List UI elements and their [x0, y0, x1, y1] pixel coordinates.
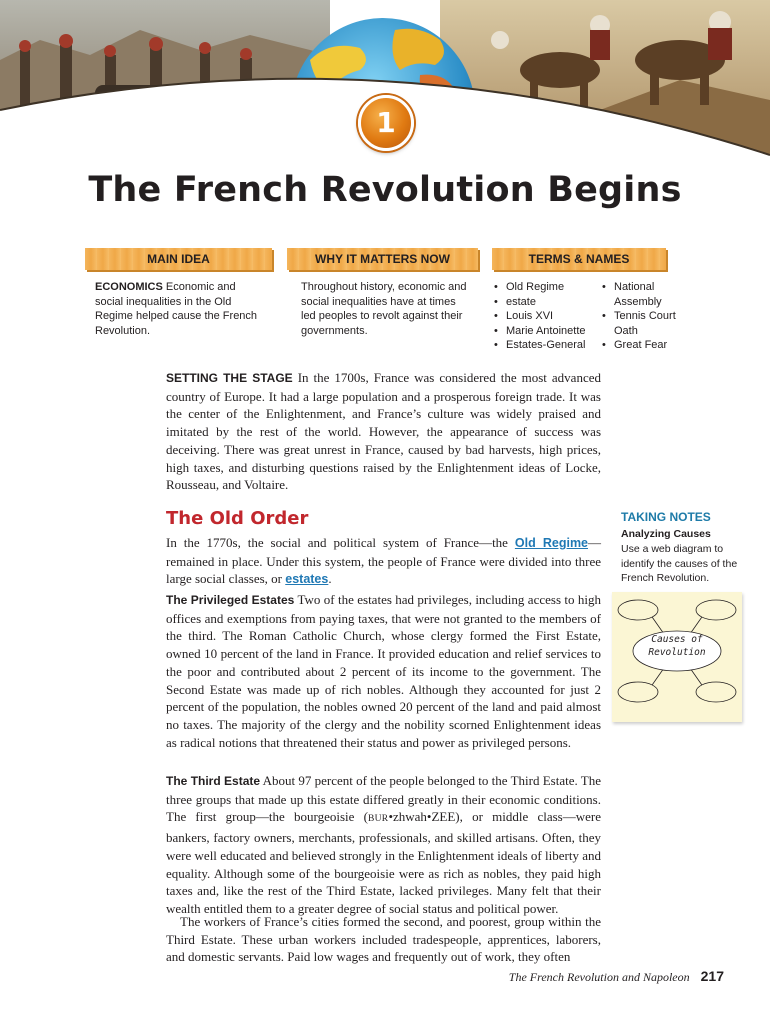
- terms-column-2: [600, 280, 690, 353]
- paragraph-text: Two of the estates had privileges, including access to high offices and exemptions from paying taxes, that were not granted to the members of the third. The Roman Catholic Church, whose clergy formed the First Estate, owned 10 percent of the land in France. It provided education and relief services to the poor and contributed about 2 percent of its income to the government. The Second Estate was made up of rich nobles. Although they accounted for just 2 percent of the population, the nobles owned 20 percent of the land and paid almost no taxes. The majority of the clergy and the nobility scorned Enlightenment ideas as radical notions that threatened their status and power as privileged persons.: [166, 592, 601, 750]
- terms-names-heading: TERMS & NAMES: [492, 248, 666, 270]
- footer-book-title: The French Revolution and Napoleon: [508, 970, 690, 984]
- term-item: • Tennis Court Oath: [600, 309, 690, 338]
- taking-notes-title: TAKING NOTES: [621, 510, 711, 524]
- diagram-center-label: [635, 633, 719, 659]
- term-item: • Great Fear: [600, 338, 690, 353]
- chapter-title: The French Revolution Begins: [88, 170, 682, 210]
- paragraph-text: About 97 percent of the people belonged to the Third Estate. The three groups that made up this estate differed greatly in their economic conditions. The first group—the bourgeoisie (: [166, 773, 601, 825]
- chapter-number-badge: 1: [358, 95, 414, 151]
- terms-column-1: [492, 280, 600, 353]
- taking-notes-subtitle: Analyzing Causes: [621, 528, 711, 540]
- setting-the-stage-paragraph: [166, 369, 601, 494]
- setting-the-stage-text: In the 1700s, France was considered the most advanced country of Europe. It had a large population and a prosperous foreign trade. It was the center of the Enlightenment, and France’s culture was widely praised and imitated by the rest of the world. However, the appearance of success was deceiving. There was great unrest in France, caused by bad harvests, high prices, high taxes, and disturbing questions raised by the Enlightenment ideas of Locke, Rousseau, and Voltaire.: [166, 370, 601, 493]
- third-estate-paragraph: [166, 772, 601, 918]
- term-item: • Marie Antoinette: [492, 324, 600, 339]
- urban-workers-paragraph: The workers of France’s cities formed the second, and poorest, group within the Third Estate. These urban workers included tradespeople, apprentices, laborers, and domestic servants. Paid low wages and frequently out of work, they often: [166, 914, 601, 965]
- paragraph-text: — remained in place. Under this system, the people of France were divided into three large social classes, or: [166, 535, 602, 587]
- main-idea-lead: ECONOMICS: [95, 281, 163, 293]
- section-heading-old-order: The Old Order: [166, 508, 309, 529]
- term-link-old-regime[interactable]: Old Regime: [514, 536, 589, 550]
- why-it-matters-text: Throughout history, economic and social inequalities have at times led peoples to revolt against their governments.: [301, 281, 467, 337]
- diagram-center-line: Causes of: [651, 634, 703, 645]
- privileged-estates-lead: The Privileged Estates: [166, 593, 295, 607]
- setting-the-stage-lead: SETTING THE STAGE: [166, 371, 293, 385]
- pronunciation-stress: BUR: [368, 814, 389, 825]
- term-item: • estate: [492, 295, 600, 310]
- third-estate-lead: The Third Estate: [166, 774, 261, 788]
- term-item: • Old Regime: [492, 280, 600, 295]
- paragraph-text: •zhwah•ZEE), or middle class—were bankers, factory owners, merchants, professionals, and skilled artisans. Often, they were well educated and believed strongly in the Enlightenment ideals of liberty and equality. Although some of the bourgeoisie were as rich as nobles, they paid high taxes and, like the rest of the Third Estate, lacked privileges. Many felt that their wealth entitled them to a greater degree of social status and political power.: [166, 809, 601, 916]
- paragraph-text: .: [328, 571, 332, 587]
- page-footer: [509, 968, 724, 985]
- diagram-center-line: Revolution: [648, 647, 706, 658]
- page-number: 217: [700, 968, 724, 984]
- why-it-matters-heading: WHY IT MATTERS NOW: [287, 248, 478, 270]
- paragraph-text: In the 1770s, the social and political system of France—the: [166, 535, 508, 550]
- term-item: • Estates-General: [492, 338, 600, 353]
- term-item: • Louis XVI: [492, 309, 600, 324]
- web-diagram-note-card: [612, 592, 742, 722]
- old-order-intro-paragraph: [166, 534, 601, 589]
- taking-notes-instructions: Use a web diagram to identify the causes of the French Revolution.: [621, 543, 738, 584]
- main-idea-heading: MAIN IDEA: [85, 248, 272, 270]
- main-idea-text: [95, 280, 260, 338]
- privileged-estates-paragraph: [166, 591, 601, 751]
- term-link-estates[interactable]: estates: [285, 572, 329, 587]
- main-idea-body: Economic and social inequalities in the Old Regime helped cause the French Revolution.: [95, 281, 258, 337]
- term-item: • National Assembly: [600, 280, 690, 309]
